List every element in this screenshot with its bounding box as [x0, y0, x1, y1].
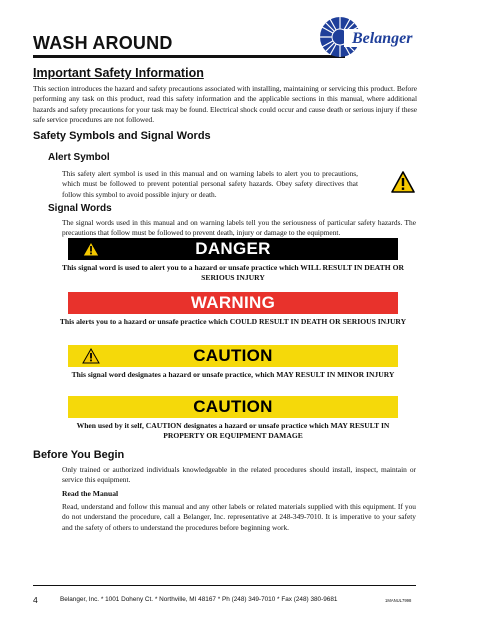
- intro-paragraph: This section introduces the hazard and safety precautions associated with installing, maintaining or servicing this product. Before performing any task on this product, read this safety information and the applicable sections in this manual, where additional hazards and safety precautions for your task may be found. Electrical shock could occur and cause death or serious injury if these safe service procedures are not followed.: [33, 84, 417, 125]
- warning-triangle-icon: [82, 241, 100, 257]
- header-rule: [33, 55, 345, 58]
- signal-word: CAUTION: [193, 397, 273, 416]
- alert-heading: Alert Symbol: [48, 152, 110, 163]
- signal-description: This signal word designates a hazard or unsafe practice, which MAY RESULT IN MINOR INJURY: [71, 370, 395, 379]
- signal-description: This alerts you to a hazard or unsafe practice which COULD RESULT IN DEATH OR SERIOUS INJURY: [59, 317, 407, 326]
- before-heading: Before You Begin: [33, 449, 125, 461]
- signal-paragraph: The signal words used in this manual and on warning labels tell you the seriousness of particular safety hazards. The precautions that follow must be followed to prevent death, injury or damage to the equipment.: [62, 218, 416, 238]
- section-heading: Important Safety Information: [33, 66, 204, 80]
- warning-triangle-icon: [82, 348, 100, 364]
- read-manual-paragraph: Read, understand and follow this manual and any other labels or related materials supplied with this equipment. If you do not understand the procedure, call a Belanger, Inc. representative at 248-349-7010. It is imperative to your safety and the safety of others to understand the procedures before beginning work.: [62, 502, 416, 532]
- logo-text: Belanger: [352, 30, 413, 47]
- belanger-logo: [318, 15, 450, 59]
- read-manual-heading: Read the Manual: [62, 489, 119, 498]
- before-paragraph: Only trained or authorized individuals knowledgeable in the related procedures should install, inspect, maintain or service this equipment.: [62, 465, 416, 485]
- signal-sign-warning: [68, 292, 398, 314]
- signal-sign-danger: [68, 238, 398, 260]
- signal-description: This signal word is used to alert you to a hazard or unsafe practice which WILL RESULT IN DEATH OR SERIOUS INJURY: [62, 263, 404, 282]
- signal-sign-caution: [68, 345, 398, 367]
- footer-code: 1MANUL7998: [385, 598, 412, 603]
- alert-paragraph: This safety alert symbol is used in this manual and on warning labels to alert you to precautions, which must be followed to prevent potential personal safety hazards. Obey safety directives that follow this symbol to avoid possible injury or death.: [62, 169, 358, 199]
- signal-word: CAUTION: [193, 346, 273, 365]
- signal-sign-caution: [68, 396, 398, 418]
- signal-heading: Signal Words: [48, 203, 112, 214]
- page-title: WASH AROUND: [33, 33, 173, 53]
- symbols-heading: Safety Symbols and Signal Words: [33, 130, 211, 142]
- footer-rule: [33, 585, 416, 586]
- signal-description: When used by it self, CAUTION designates a hazard or unsafe practice which MAY RESULT IN PROPERTY OR EQUIPMENT DAMAGE: [76, 421, 390, 440]
- footer-address: Belanger, Inc. * 1001 Doheny Ct. * Northville, MI 48167 * Ph (248) 349-7010 * Fax (248) 380-9681: [60, 596, 338, 603]
- page-number: 4: [33, 595, 38, 605]
- signal-word: WARNING: [190, 293, 276, 312]
- signal-word: DANGER: [195, 239, 271, 258]
- warning-triangle-icon: [391, 171, 415, 193]
